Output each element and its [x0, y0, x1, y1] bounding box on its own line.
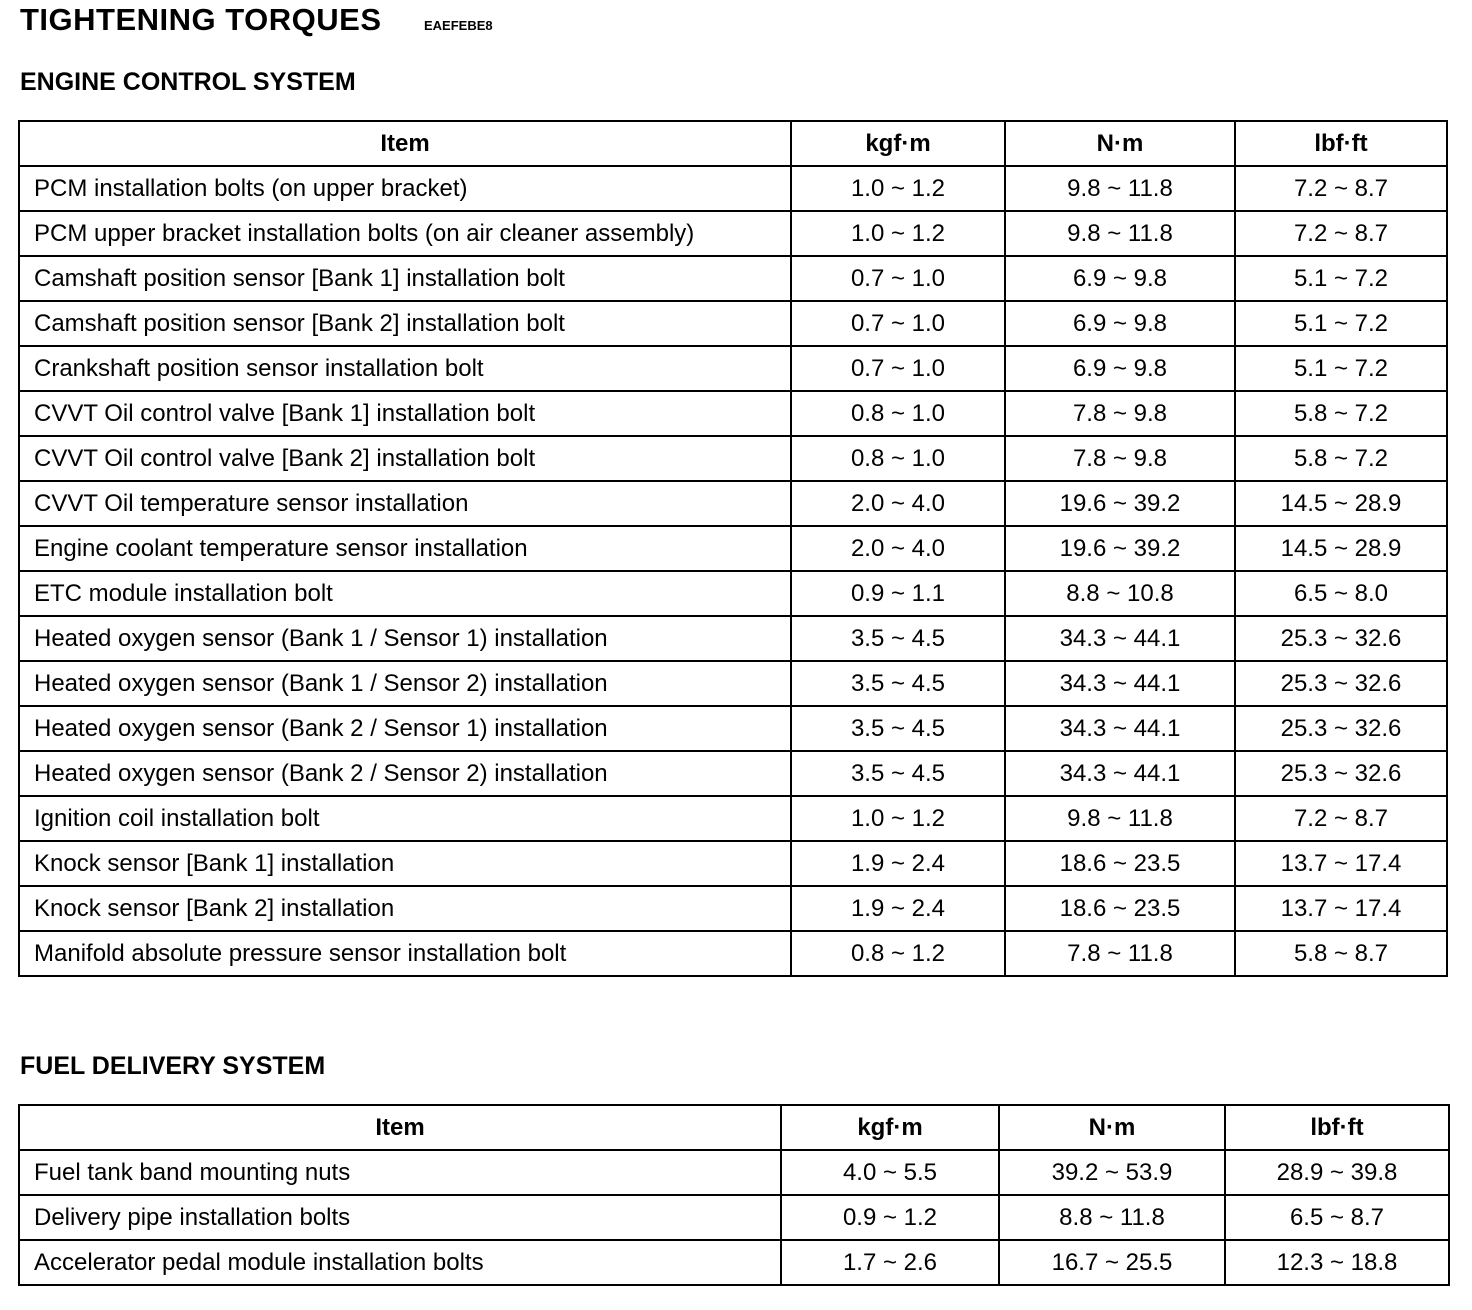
column-header-nm: N·m	[1005, 121, 1235, 166]
kgfm-cell: 3.5 ~ 4.5	[791, 616, 1005, 661]
table-row	[19, 391, 1447, 436]
nm-cell: 18.6 ~ 23.5	[1005, 886, 1235, 931]
item-cell: Knock sensor [Bank 2] installation	[19, 886, 791, 931]
column-header-lbfft: lbf·ft	[1235, 121, 1447, 166]
kgfm-cell: 2.0 ~ 4.0	[791, 526, 1005, 571]
lbfft-cell: 5.8 ~ 7.2	[1235, 391, 1447, 436]
lbfft-cell: 25.3 ~ 32.6	[1235, 706, 1447, 751]
nm-cell: 6.9 ~ 9.8	[1005, 256, 1235, 301]
lbfft-cell: 5.8 ~ 8.7	[1235, 931, 1447, 976]
item-cell: ETC module installation bolt	[19, 571, 791, 616]
nm-cell: 9.8 ~ 11.8	[1005, 166, 1235, 211]
kgfm-cell: 0.7 ~ 1.0	[791, 256, 1005, 301]
column-header-item: Item	[19, 1105, 781, 1150]
table-row	[19, 796, 1447, 841]
column-header-kgfm: kgf·m	[781, 1105, 999, 1150]
table-row	[19, 436, 1447, 481]
table-row	[19, 1150, 1449, 1195]
lbfft-cell: 13.7 ~ 17.4	[1235, 886, 1447, 931]
table-row	[19, 346, 1447, 391]
table-row	[19, 706, 1447, 751]
kgfm-cell: 1.0 ~ 1.2	[791, 166, 1005, 211]
kgfm-cell: 3.5 ~ 4.5	[791, 706, 1005, 751]
lbfft-cell: 7.2 ~ 8.7	[1235, 796, 1447, 841]
section-title-fuel-delivery: FUEL DELIVERY SYSTEM	[20, 1052, 326, 1080]
table-row	[19, 1240, 1449, 1285]
item-cell: Accelerator pedal module installation bolts	[19, 1240, 781, 1285]
item-cell: Crankshaft position sensor installation bolt	[19, 346, 791, 391]
lbfft-cell: 14.5 ~ 28.9	[1235, 481, 1447, 526]
item-cell: CVVT Oil control valve [Bank 2] installation bolt	[19, 436, 791, 481]
item-cell: Heated oxygen sensor (Bank 1 / Sensor 1) installation	[19, 616, 791, 661]
item-cell: Fuel tank band mounting nuts	[19, 1150, 781, 1195]
table-row	[19, 166, 1447, 211]
table-row	[19, 481, 1447, 526]
item-cell: CVVT Oil temperature sensor installation	[19, 481, 791, 526]
nm-cell: 34.3 ~ 44.1	[1005, 661, 1235, 706]
kgfm-cell: 4.0 ~ 5.5	[781, 1150, 999, 1195]
column-header-nm: N·m	[999, 1105, 1225, 1150]
item-cell: Camshaft position sensor [Bank 1] installation bolt	[19, 256, 791, 301]
item-cell: Manifold absolute pressure sensor installation bolt	[19, 931, 791, 976]
nm-cell: 8.8 ~ 11.8	[999, 1195, 1225, 1240]
kgfm-cell: 1.0 ~ 1.2	[791, 796, 1005, 841]
item-cell: PCM installation bolts (on upper bracket)	[19, 166, 791, 211]
kgfm-cell: 0.8 ~ 1.0	[791, 436, 1005, 481]
column-header-lbfft: lbf·ft	[1225, 1105, 1449, 1150]
nm-cell: 19.6 ~ 39.2	[1005, 526, 1235, 571]
nm-cell: 39.2 ~ 53.9	[999, 1150, 1225, 1195]
page-title: TIGHTENING TORQUES	[20, 2, 382, 37]
nm-cell: 19.6 ~ 39.2	[1005, 481, 1235, 526]
lbfft-cell: 6.5 ~ 8.0	[1235, 571, 1447, 616]
kgfm-cell: 0.9 ~ 1.1	[791, 571, 1005, 616]
item-cell: Heated oxygen sensor (Bank 2 / Sensor 1) installation	[19, 706, 791, 751]
kgfm-cell: 0.8 ~ 1.2	[791, 931, 1005, 976]
column-header-item: Item	[19, 121, 791, 166]
fuel-delivery-torque-table	[18, 1104, 1450, 1286]
nm-cell: 6.9 ~ 9.8	[1005, 346, 1235, 391]
item-cell: CVVT Oil control valve [Bank 1] installation bolt	[19, 391, 791, 436]
lbfft-cell: 5.1 ~ 7.2	[1235, 301, 1447, 346]
nm-cell: 18.6 ~ 23.5	[1005, 841, 1235, 886]
kgfm-cell: 1.9 ~ 2.4	[791, 886, 1005, 931]
item-cell: Camshaft position sensor [Bank 2] installation bolt	[19, 301, 791, 346]
item-cell: Heated oxygen sensor (Bank 2 / Sensor 2) installation	[19, 751, 791, 796]
table-row	[19, 256, 1447, 301]
item-cell: Engine coolant temperature sensor installation	[19, 526, 791, 571]
item-cell: PCM upper bracket installation bolts (on air cleaner assembly)	[19, 211, 791, 256]
table-row	[19, 1195, 1449, 1240]
nm-cell: 7.8 ~ 11.8	[1005, 931, 1235, 976]
lbfft-cell: 5.1 ~ 7.2	[1235, 256, 1447, 301]
item-cell: Delivery pipe installation bolts	[19, 1195, 781, 1240]
kgfm-cell: 0.7 ~ 1.0	[791, 301, 1005, 346]
lbfft-cell: 13.7 ~ 17.4	[1235, 841, 1447, 886]
kgfm-cell: 1.7 ~ 2.6	[781, 1240, 999, 1285]
nm-cell: 7.8 ~ 9.8	[1005, 391, 1235, 436]
kgfm-cell: 1.0 ~ 1.2	[791, 211, 1005, 256]
lbfft-cell: 5.1 ~ 7.2	[1235, 346, 1447, 391]
table-row	[19, 571, 1447, 616]
table-row	[19, 211, 1447, 256]
column-header-kgfm: kgf·m	[791, 121, 1005, 166]
lbfft-cell: 6.5 ~ 8.7	[1225, 1195, 1449, 1240]
nm-cell: 9.8 ~ 11.8	[1005, 211, 1235, 256]
table-row	[19, 526, 1447, 571]
table-row	[19, 841, 1447, 886]
lbfft-cell: 12.3 ~ 18.8	[1225, 1240, 1449, 1285]
nm-cell: 34.3 ~ 44.1	[1005, 751, 1235, 796]
kgfm-cell: 3.5 ~ 4.5	[791, 751, 1005, 796]
table-header-row	[19, 1105, 1449, 1150]
nm-cell: 9.8 ~ 11.8	[1005, 796, 1235, 841]
lbfft-cell: 7.2 ~ 8.7	[1235, 166, 1447, 211]
lbfft-cell: 25.3 ~ 32.6	[1235, 616, 1447, 661]
nm-cell: 34.3 ~ 44.1	[1005, 706, 1235, 751]
lbfft-cell: 25.3 ~ 32.6	[1235, 661, 1447, 706]
lbfft-cell: 14.5 ~ 28.9	[1235, 526, 1447, 571]
lbfft-cell: 7.2 ~ 8.7	[1235, 211, 1447, 256]
lbfft-cell: 5.8 ~ 7.2	[1235, 436, 1447, 481]
kgfm-cell: 3.5 ~ 4.5	[791, 661, 1005, 706]
kgfm-cell: 0.8 ~ 1.0	[791, 391, 1005, 436]
item-cell: Ignition coil installation bolt	[19, 796, 791, 841]
nm-cell: 7.8 ~ 9.8	[1005, 436, 1235, 481]
table-header-row	[19, 121, 1447, 166]
lbfft-cell: 25.3 ~ 32.6	[1235, 751, 1447, 796]
nm-cell: 34.3 ~ 44.1	[1005, 616, 1235, 661]
document-code: EAEFEBE8	[424, 18, 493, 33]
item-cell: Knock sensor [Bank 1] installation	[19, 841, 791, 886]
engine-control-torque-table	[18, 120, 1448, 977]
table-row	[19, 661, 1447, 706]
lbfft-cell: 28.9 ~ 39.8	[1225, 1150, 1449, 1195]
table-row	[19, 751, 1447, 796]
kgfm-cell: 1.9 ~ 2.4	[791, 841, 1005, 886]
table-row	[19, 301, 1447, 346]
table-row	[19, 886, 1447, 931]
section-title-engine-control: ENGINE CONTROL SYSTEM	[20, 68, 356, 96]
nm-cell: 6.9 ~ 9.8	[1005, 301, 1235, 346]
kgfm-cell: 0.7 ~ 1.0	[791, 346, 1005, 391]
item-cell: Heated oxygen sensor (Bank 1 / Sensor 2) installation	[19, 661, 791, 706]
table-row	[19, 931, 1447, 976]
nm-cell: 16.7 ~ 25.5	[999, 1240, 1225, 1285]
kgfm-cell: 2.0 ~ 4.0	[791, 481, 1005, 526]
nm-cell: 8.8 ~ 10.8	[1005, 571, 1235, 616]
table-row	[19, 616, 1447, 661]
kgfm-cell: 0.9 ~ 1.2	[781, 1195, 999, 1240]
